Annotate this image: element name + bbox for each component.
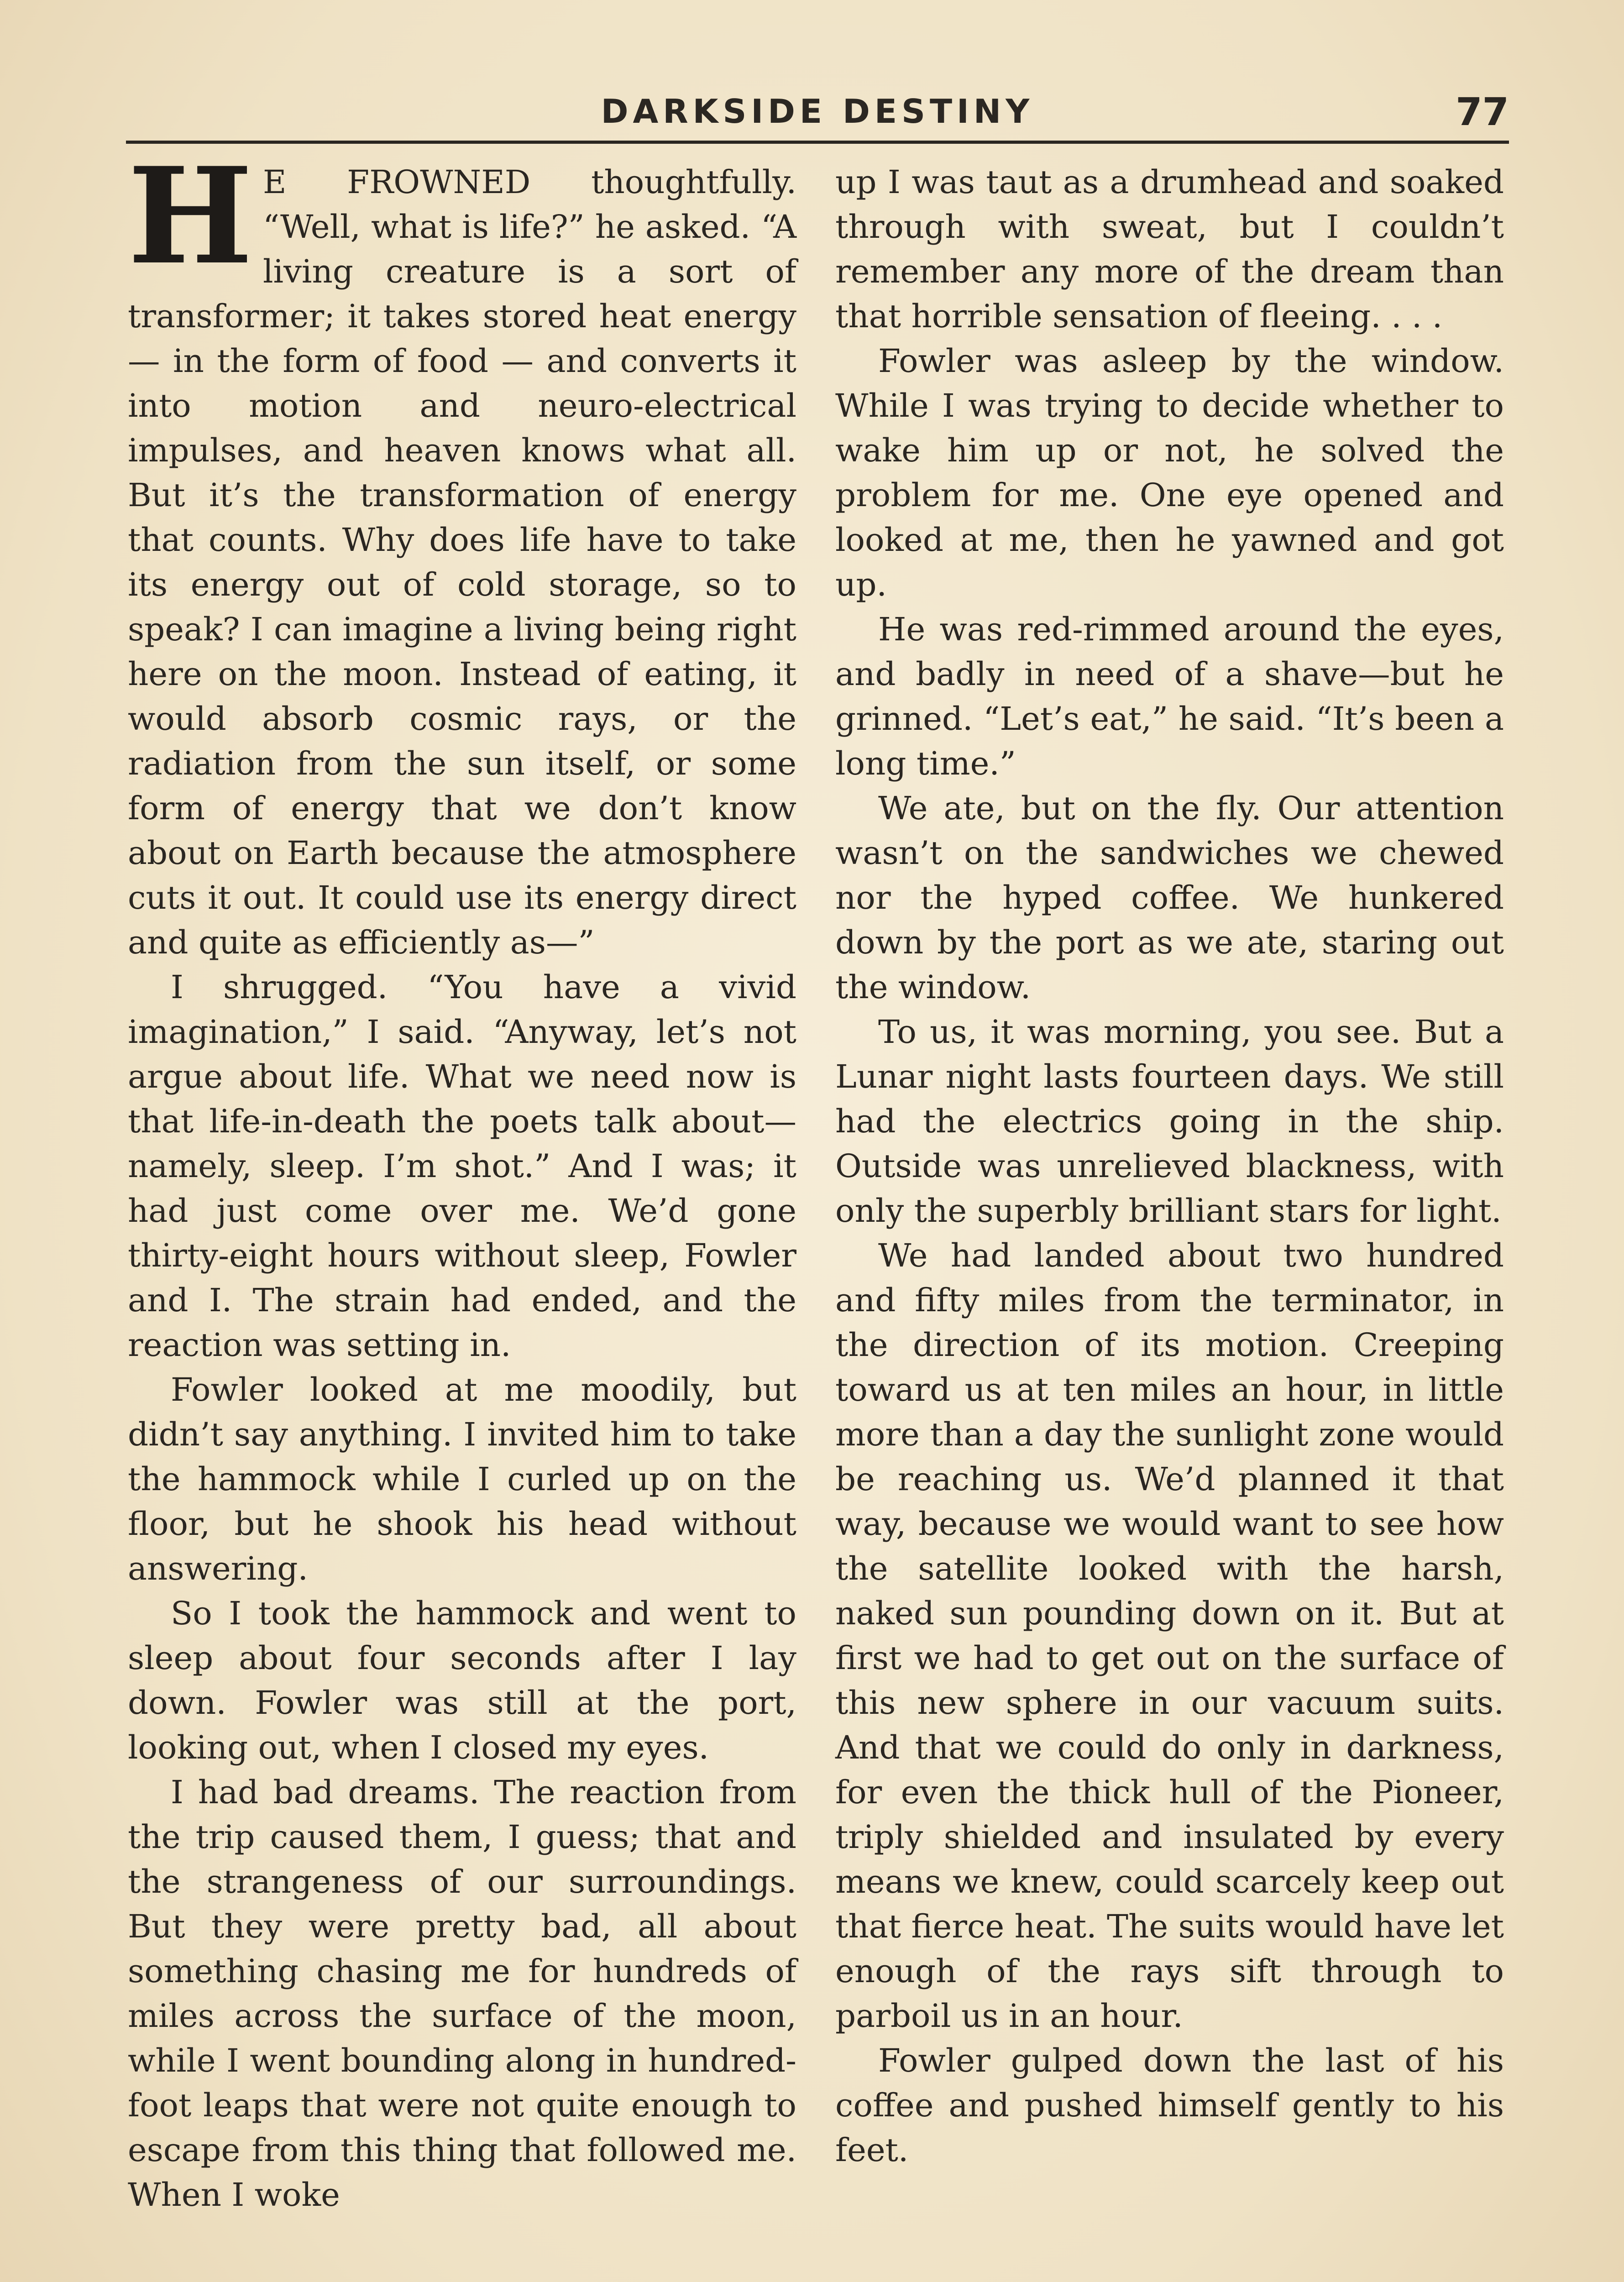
- right-column: [835, 160, 1504, 2282]
- page-header: [126, 89, 1509, 144]
- page-number: 77: [1456, 89, 1509, 134]
- paragraph-continued: up I was taut as a drumhead and soaked through with sweat, but I couldn’t remember any more of the dream than that horrible sensation of fleeing. . . .: [835, 163, 1504, 335]
- paragraph: So I took the hammock and went to sleep about four seconds after I lay down. Fowler was still at the port, looking out, when I closed my eyes.: [128, 1595, 796, 1766]
- paragraph: Fowler gulped down the last of his coffee and pushed himself gently to his feet.: [835, 2042, 1504, 2169]
- paragraph: I shrugged. “You have a vivid imagination,” I said. “Anyway, let’s not argue about life. What we need now is that life-in-death the poets talk about—namely, sleep. I’m shot.” And I was; it had just come over me. We’d gone thirty-eight hours without sleep, Fowler and I. The strain had ended, and the reaction was setting in.: [128, 968, 796, 1364]
- paragraph: He was red-rimmed around the eyes, and badly in need of a shave—but he grinned. “Let’s eat,” he said. “It’s been a long time.”: [835, 611, 1504, 782]
- paragraph: I had bad dreams. The reaction from the trip caused them, I guess; that and the strangeness of our surroundings. But they were pretty bad, all about something chasing me for hundreds of miles across the surface of the moon, while I went bounding along in hundred-foot leaps that were not quite enough to escape from this thing that followed me. When I woke: [128, 1774, 796, 2214]
- paragraph: We ate, but on the fly. Our attention wasn’t on the sandwiches we chewed nor the hyped coffee. We hunkered down by the port as we ate, staring out the window.: [835, 790, 1504, 1006]
- running-title: DARKSIDE DESTINY: [601, 92, 1034, 131]
- paragraph: To us, it was morning, you see. But a Lunar night lasts fourteen days. We still had the electrics going in the ship. Outside was unrelieved blackness, with only the superbly brilliant stars for light.: [835, 1013, 1504, 1230]
- paragraph: Fowler looked at me moodily, but didn’t say anything. I invited him to take the hammock while I curled up on the floor, but he shook his head without answering.: [128, 1371, 796, 1587]
- drop-cap: H: [128, 139, 253, 294]
- paragraph: We had landed about two hundred and fifty miles from the terminator, in the direction of its motion. Creeping toward us at ten miles an hour, in little more than a day the sunlight zone would be reaching us. We’d planned it that way, because we would want to see how the satellite looked with the harsh, naked sun pounding down on it. But at first we had to get out on the surface of this new sphere in our vacuum suits. And that we could do only in darkness, for even the thick hull of the Pioneer, triply shielded and insulated by every means we knew, could scarcely keep out that fierce heat. The suits would have let enough of the rays sift through to parboil us in an hour.: [835, 1237, 1504, 2035]
- left-column: [128, 139, 796, 2282]
- paragraph: Fowler was asleep by the window. While I was trying to decide whether to wake him up or not, he solved the problem for me. One eye opened and looked at me, then he yawned and got up.: [835, 342, 1504, 603]
- opening-paragraph: [128, 139, 796, 965]
- opening-paragraph-text: E FROWNED thoughtfully. “Well, what is life?” he asked. “A living creature is a sort of transformer; it takes stored heat energy — in the form of food — and converts it into motion and neuro-electrical impulses, and heaven knows what all. But it’s the transformation of energy that counts. Why does life have to take its energy out of cold storage, so to speak? I can imagine a living being right here on the moon. Instead of eating, it would absorb cosmic rays, or the radiation from the sun itself, or some form of energy that we don’t know about on Earth because the atmosphere cuts it out. It could use its energy direct and quite as efficiently as—”: [128, 163, 796, 961]
